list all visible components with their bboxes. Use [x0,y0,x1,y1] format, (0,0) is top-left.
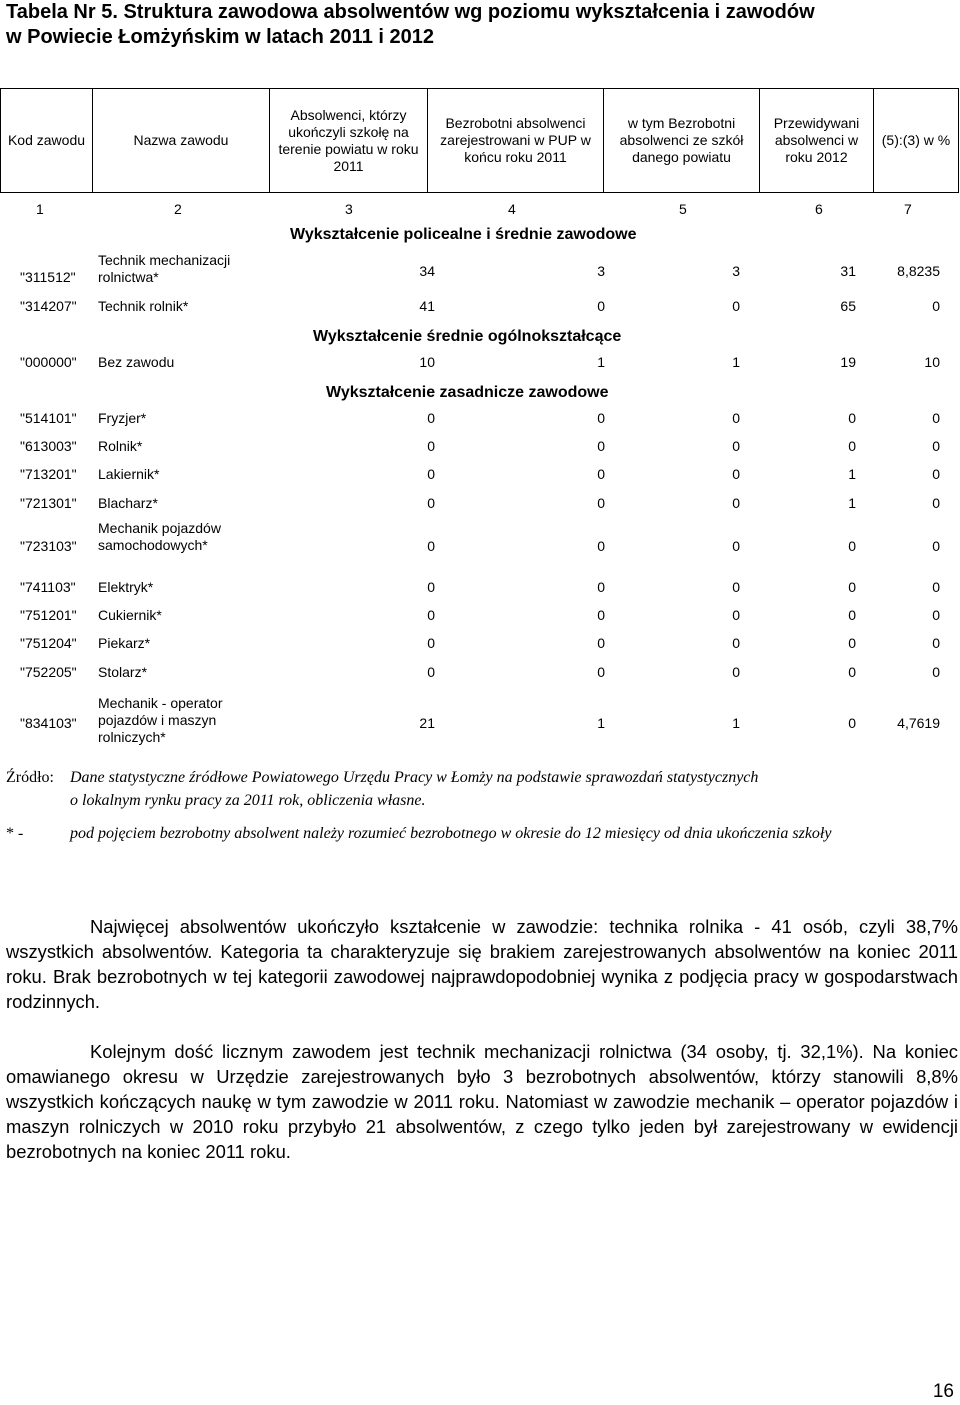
row-c5: 0 [732,298,740,314]
row-c5: 0 [732,495,740,511]
header-w-tym-bezrobotni: w tym Bezrobotni absolwenci ze szkół danego powiatu [604,89,760,193]
paragraph-1 [6,914,958,1014]
row-c4: 1 [597,715,605,731]
row-c6: 0 [848,579,856,595]
row-c5: 3 [732,263,740,279]
row-c7: 0 [932,664,940,680]
row-name: Technik mechanizacji rolnictwa* [98,252,231,285]
row-name: Piekarz* [98,635,151,651]
row-c6: 65 [840,298,856,314]
header-procent: (5):(3) w % [874,89,959,193]
row-c6: 0 [848,410,856,426]
col-number: 6 [815,201,823,217]
row-c7: 0 [932,466,940,482]
row-c3: 0 [427,438,435,454]
row-name: Elektryk* [98,579,154,595]
row-c7: 4,7619 [897,715,940,731]
col-number: 4 [508,201,516,217]
header-nazwa-zawodu: Nazwa zawodu [93,89,270,193]
row-c5: 1 [732,354,740,370]
row-c5: 0 [732,466,740,482]
row-c4: 0 [597,579,605,595]
row-c7: 0 [932,495,940,511]
table-header [0,88,959,193]
table-title-line-2: w Powiecie Łomżyńskim w latach 2011 i 2012 [6,26,434,48]
paragraph-2-text: Kolejnym dość licznym zawodem jest technik mechanizacji rolnictwa (34 osoby, tj. 32,1%). Na koniec omawianego okresu w Urzędzie zarejestrowanych było 3 bezrobotnych absolwentów, którzy stanowili 8,8% wszystkich kończących naukę w tym zawodzie w 2011 roku. Natomiast w zawodzie mechanik – operator pojazdów i maszyn rolniczych w 2010 roku przybyło 21 absolwentów, z czego tylko jeden był zarejestrowany w ewidencji bezrobotnych na koniec 2011 roku. [6,1041,958,1162]
row-name: Technik rolnik* [98,298,189,314]
row-c7: 0 [932,538,940,554]
row-code: "000000" [20,354,77,370]
row-name: Rolnik* [98,438,143,454]
row-c3: 10 [419,354,435,370]
row-code: "834103" [20,715,77,731]
row-c5: 0 [732,635,740,651]
row-c6: 1 [848,495,856,511]
row-code: "723103" [20,538,77,554]
row-code: "752205" [20,664,77,680]
row-c7: 0 [932,438,940,454]
row-c3: 0 [427,579,435,595]
row-c5: 0 [732,410,740,426]
row-name: Blacharz* [98,495,158,511]
row-c4: 0 [597,438,605,454]
row-code: "721301" [20,495,77,511]
row-c5: 0 [732,607,740,623]
row-c7: 0 [932,635,940,651]
paragraph-2 [6,1039,958,1164]
row-code: "741103" [20,579,76,595]
row-name: Bez zawodu [98,354,175,370]
row-code: "311512" [20,269,76,285]
row-code: "514101" [20,410,77,426]
row-c4: 0 [597,495,605,511]
row-c7: 0 [932,607,940,623]
row-c3: 0 [427,538,435,554]
col-number: 3 [345,201,353,217]
row-c3: 0 [427,664,435,680]
row-c4: 0 [597,664,605,680]
row-c6: 0 [848,635,856,651]
row-name: Lakiernik* [98,466,160,482]
row-name: Cukiernik* [98,607,162,623]
row-c3: 0 [427,635,435,651]
table-title-line-1: Tabela Nr 5. Struktura zawodowa absolwentów wg poziomu wykształcenia i zawodów [6,1,815,23]
row-code: "613003" [20,438,77,454]
row-code: "314207" [20,298,77,314]
header-bezrobotni-absolwenci: Bezrobotni absolwenci zarejestrowani w PUP w końcu roku 2011 [428,89,604,193]
row-c3: 0 [427,410,435,426]
source-text-line-2: o lokalnym rynku pracy za 2011 rok, obliczenia własne. [70,792,426,809]
row-c7: 0 [932,298,940,314]
col-number: 2 [174,201,182,217]
row-c6: 19 [840,354,856,370]
row-code: "751204" [20,635,77,651]
row-c6: 31 [840,263,856,279]
row-c5: 1 [732,715,740,731]
col-number: 7 [904,201,912,217]
row-c6: 0 [848,715,856,731]
header-przewidywani-absolwenci: Przewidywani absolwenci w roku 2012 [760,89,874,193]
row-c4: 0 [597,607,605,623]
row-c6: 0 [848,607,856,623]
header-kod-zawodu: Kod zawodu [1,89,93,193]
row-c6: 0 [848,664,856,680]
page-number: 16 [932,1381,954,1402]
row-c7: 8,8235 [897,263,940,279]
row-c5: 0 [732,664,740,680]
row-c4: 0 [597,298,605,314]
section-title: Wykształcenie średnie ogólnokształcące [313,328,622,345]
row-c5: 0 [732,538,740,554]
paragraph-1-text: Najwięcej absolwentów ukończyło kształcenie w zawodzie: technika rolnika - 41 osób, czyli 38,7% wszystkich absolwentów. Kategoria ta charakteryzuje się brakiem zarejestrowanych absolwentów na koniec 2011 roku. Brak bezrobotnych w tej kategorii zawodowej najprawdopodobniej wynika z podjęcia pracy w gospodarstwach rodzinnych. [6,916,958,1012]
row-c3: 21 [419,715,435,731]
row-c4: 0 [597,466,605,482]
row-c7: 10 [924,354,940,370]
header-absolwenci-2011: Absolwenci, którzy ukończyli szkołę na terenie powiatu w roku 2011 [270,89,428,193]
row-c6: 0 [848,538,856,554]
row-name: Fryzjer* [98,410,147,426]
section-title: Wykształcenie policealne i średnie zawodowe [290,226,637,243]
row-c4: 3 [597,263,605,279]
row-c7: 0 [932,579,940,595]
table-title [6,0,956,50]
row-c3: 0 [427,466,435,482]
row-c5: 0 [732,579,740,595]
row-code: "713201" [20,466,77,482]
row-c3: 41 [419,298,435,314]
row-c5: 0 [732,438,740,454]
occupation-table [0,88,960,766]
row-c3: 34 [419,263,435,279]
row-name: Mechanik pojazdów samochodowych* [98,520,221,553]
row-c6: 1 [848,466,856,482]
col-number: 1 [36,201,44,217]
source-label: Źródło: [6,769,54,786]
row-c4: 1 [597,354,605,370]
row-name: Stolarz* [98,664,148,680]
row-c4: 0 [597,410,605,426]
footnote-text: pod pojęciem bezrobotny absolwent należy rozumieć bezrobotnego w okresie do 12 miesięcy od dnia ukończenia szkoły [70,825,832,842]
row-code: "751201" [20,607,77,623]
section-title: Wykształcenie zasadnicze zawodowe [326,384,609,401]
source-text-line-1: Dane statystyczne źródłowe Powiatowego Urzędu Pracy w Łomży na podstawie sprawozdań statystycznych [70,769,759,786]
row-c4: 0 [597,538,605,554]
footnote-label: * - [6,825,24,842]
row-c6: 0 [848,438,856,454]
row-c3: 0 [427,495,435,511]
row-c4: 0 [597,635,605,651]
col-number: 5 [679,201,687,217]
row-name: Mechanik - operator pojazdów i maszyn rolniczych* [98,695,223,745]
row-c3: 0 [427,607,435,623]
row-c7: 0 [932,410,940,426]
